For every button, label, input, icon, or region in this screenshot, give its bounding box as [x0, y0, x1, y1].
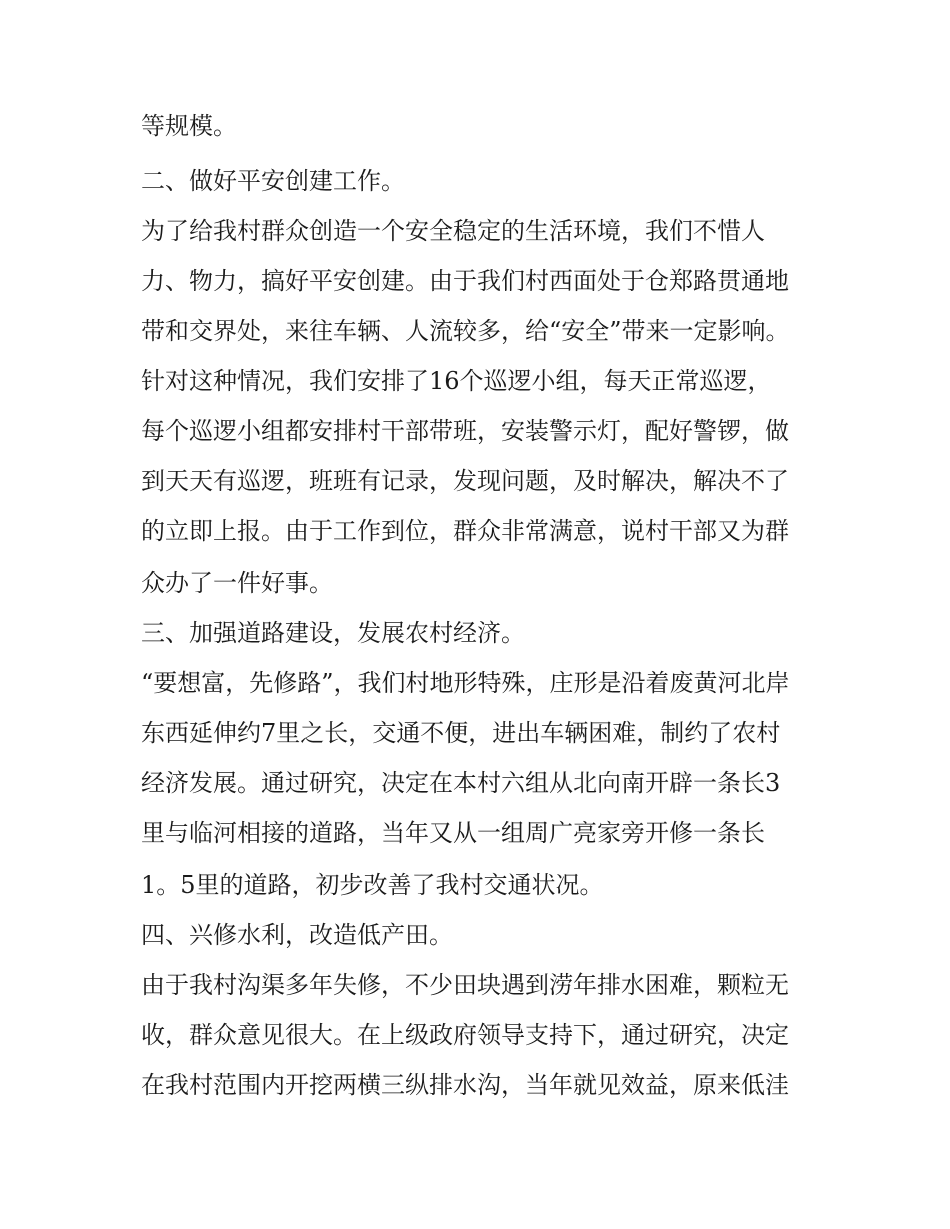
text-line: “要想富，先修路”，我们村地形特殊，庄形是沿着废黄河北岸 [141, 669, 790, 697]
text-line: 到天天有巡逻，班班有记录，发现问题，及时解决，解决不了 [141, 467, 789, 495]
text-line: 里与临河相接的道路，当年又从一组周广亮家旁开修一条长 [141, 819, 765, 847]
text-line: 带和交界处，来往车辆、人流较多，给“安全”带来一定影响。 [141, 317, 790, 345]
text-line: 东西延伸约7里之长，交通不便，进出车辆困难，制约了农村 [141, 719, 781, 747]
section-heading: 二、做好平安创建工作。 [141, 167, 405, 195]
text-line: 在我村范围内开挖两横三纵排水沟，当年就见效益，原来低洼 [141, 1071, 789, 1099]
section-heading: 四、兴修水利，改造低产田。 [141, 921, 453, 949]
text-line: 众办了一件好事。 [141, 569, 333, 597]
text-line: 收，群众意见很大。在上级政府领导支持下，通过研究，决定 [141, 1021, 789, 1049]
text-line: 等规模。 [141, 112, 237, 140]
text-line: 由于我村沟渠多年失修，不少田块遇到涝年排水困难，颗粒无 [141, 971, 789, 999]
text-line: 针对这种情况，我们安排了16个巡逻小组，每天正常巡逻， [141, 367, 772, 395]
text-line: 为了给我村群众创造一个安全稳定的生活环境，我们不惜人 [141, 217, 765, 245]
text-line: 经济发展。通过研究，决定在本村六组从北向南开辟一条长3 [141, 769, 781, 797]
text-line: 每个巡逻小组都安排村干部带班，安装警示灯，配好警锣，做 [141, 417, 789, 445]
text-line: 1。5里的道路，初步改善了我村交通状况。 [141, 871, 604, 899]
section-heading: 三、加强道路建设，发展农村经济。 [141, 619, 525, 647]
text-line: 的立即上报。由于工作到位，群众非常满意，说村干部又为群 [141, 517, 789, 545]
text-line: 力、物力，搞好平安创建。由于我们村西面处于仓郑路贯通地 [141, 267, 789, 295]
